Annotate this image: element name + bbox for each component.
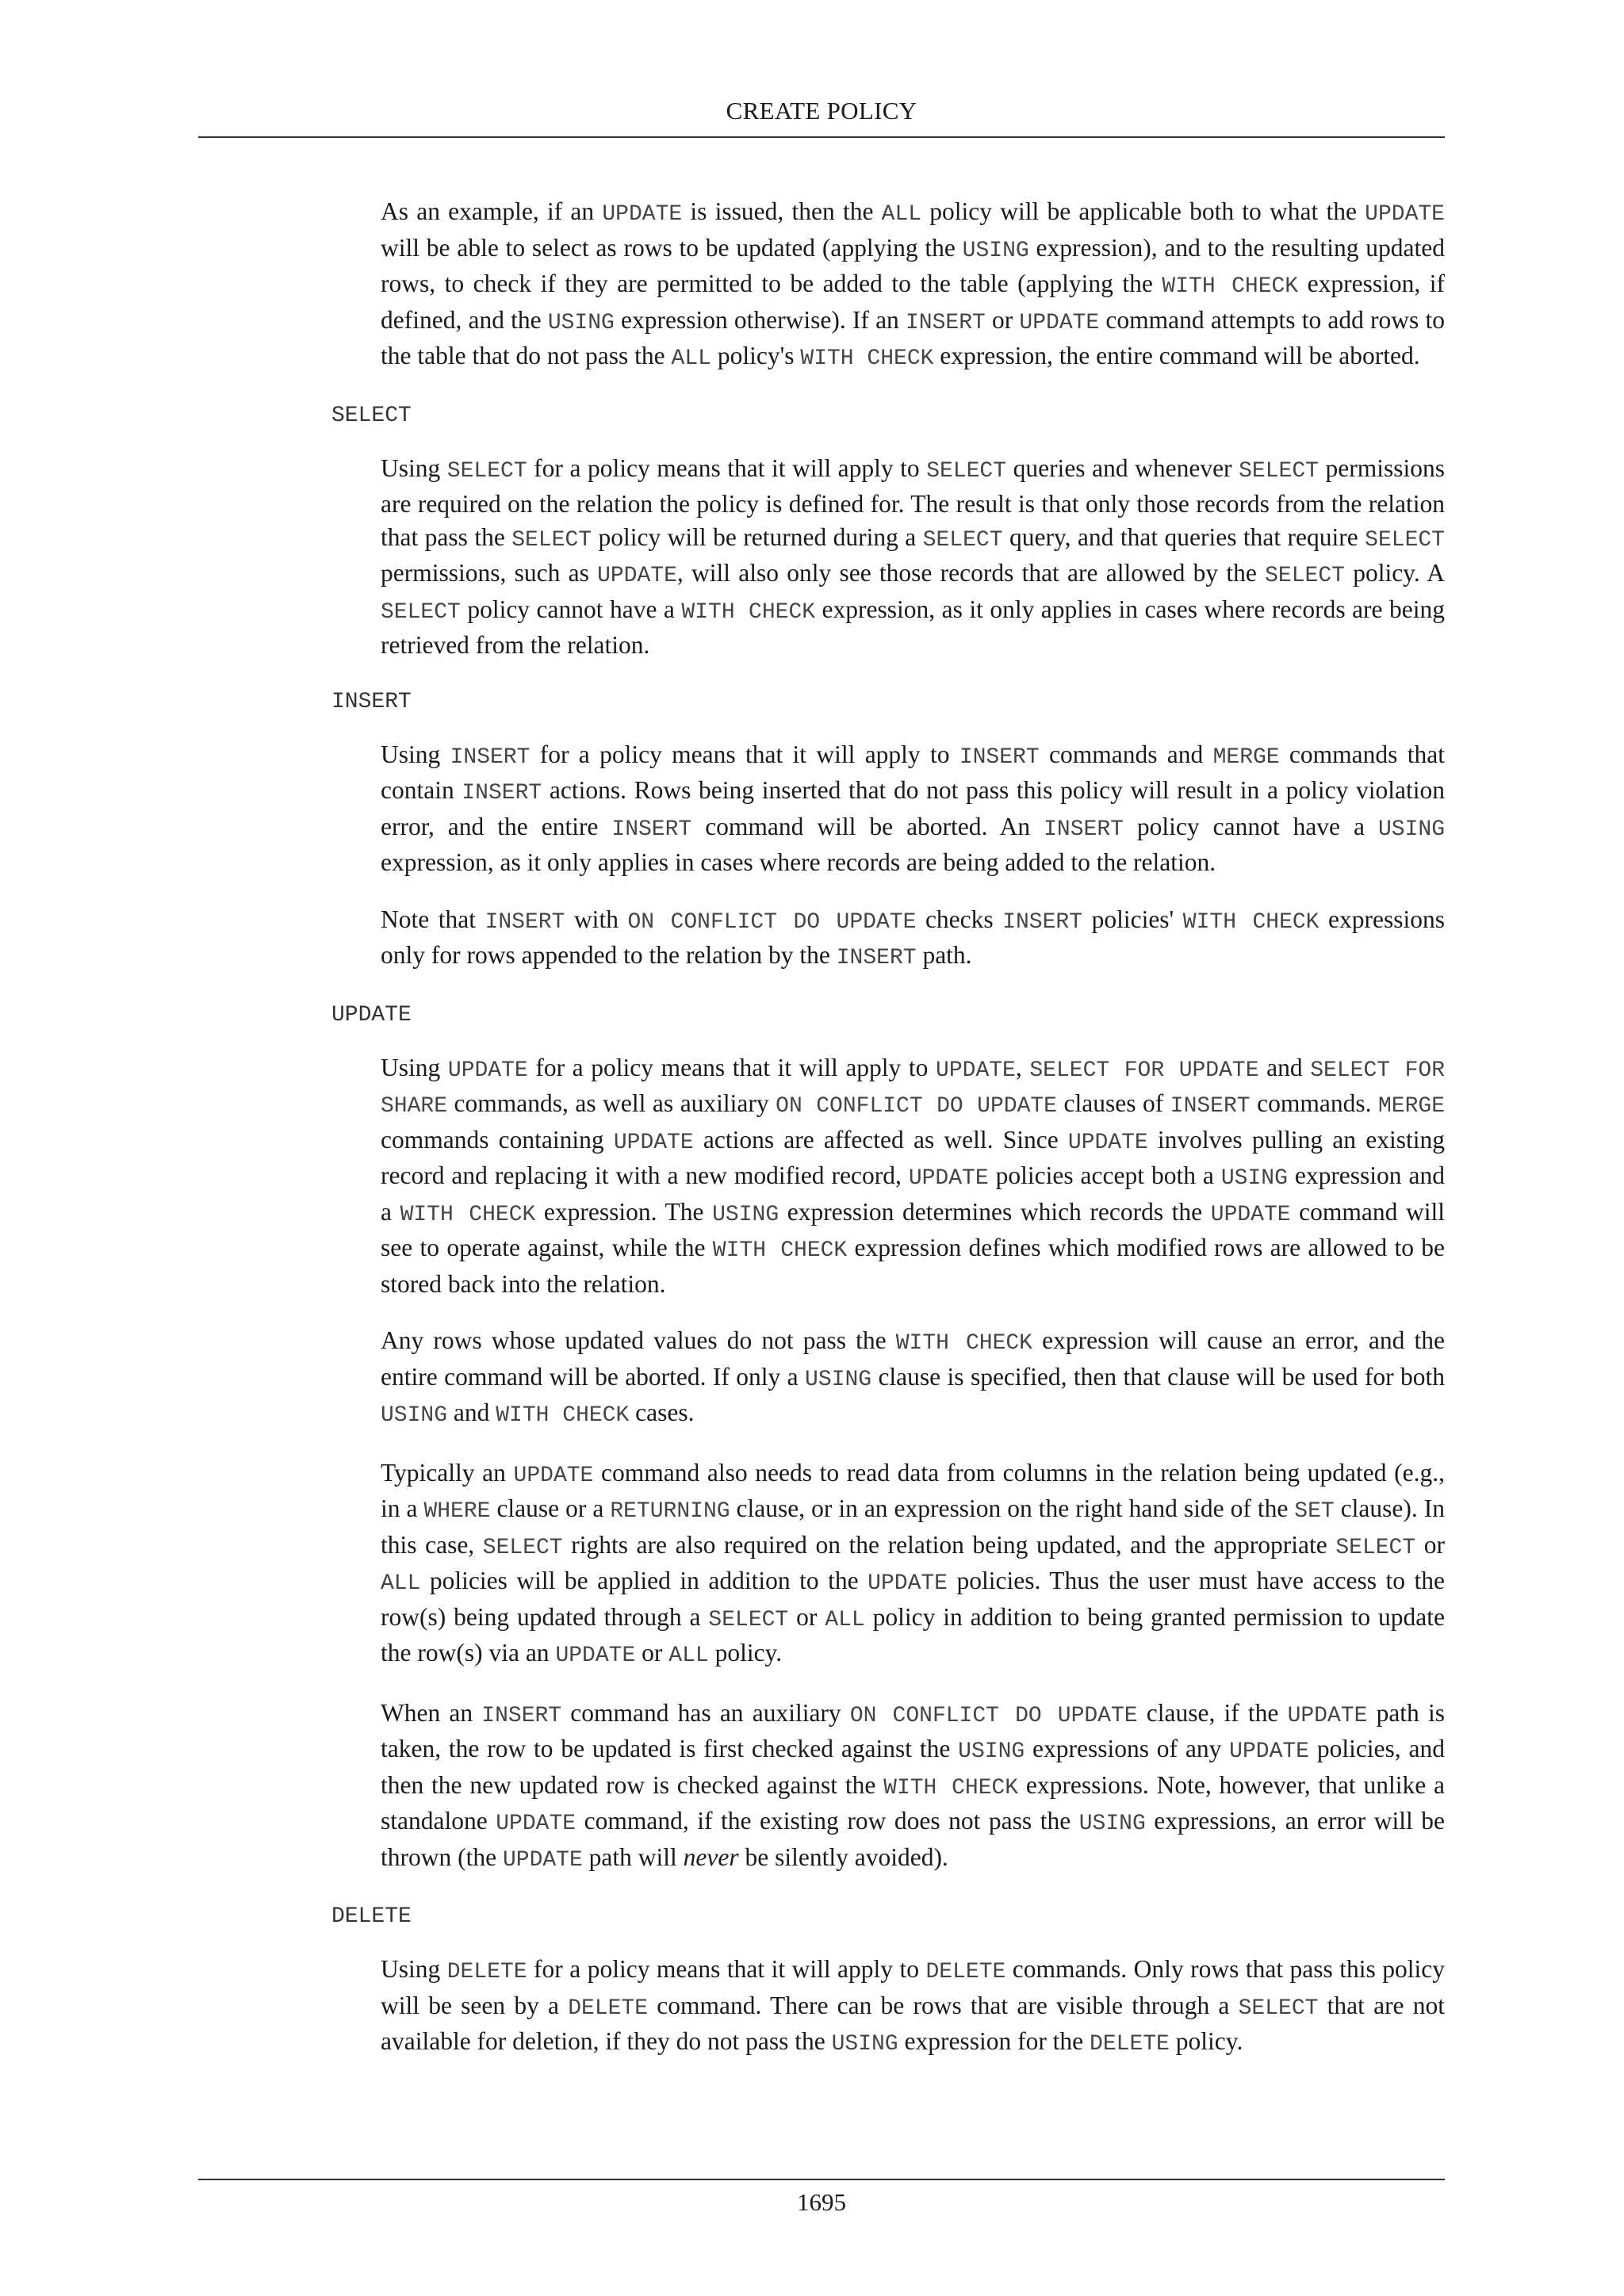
inline-code: USING <box>805 1367 872 1392</box>
inline-code: SELECT <box>1265 564 1345 588</box>
inline-code: USING <box>958 1739 1025 1764</box>
body-paragraph <box>381 1324 1445 1433</box>
text-run: and <box>1258 1053 1311 1081</box>
text-run: or <box>985 305 1020 334</box>
inline-code: MERGE <box>1378 1094 1446 1119</box>
text-run: expression defines which modified rows are allowed to be stored back into the relation. <box>381 1234 1445 1298</box>
inline-code: INSERT <box>836 946 917 970</box>
text-run: command. There can be rows that are visible through a <box>648 1991 1239 2019</box>
inline-code: UPDATE <box>1210 1202 1291 1227</box>
inline-code: WITH CHECK <box>681 599 816 625</box>
text-run: rights are also required on the relation being updated, and the appropriate <box>562 1530 1336 1559</box>
inline-code: WITH CHECK <box>895 1331 1032 1356</box>
inline-code: SELECT <box>1239 458 1319 484</box>
inline-code: SELECT <box>926 458 1007 484</box>
text-run: , will also only see those records that are allowed by the <box>676 559 1266 587</box>
text-run: command, if the existing row does not pass the <box>576 1807 1079 1835</box>
inline-code: UPDATE <box>447 1058 528 1083</box>
inline-code: SELECT FOR SHARE <box>381 1058 1446 1119</box>
definition-term: SELECT <box>331 403 412 428</box>
inline-code: USING <box>381 1403 448 1428</box>
text-run: Note that <box>381 905 485 933</box>
inline-code: WHERE <box>423 1499 491 1524</box>
inline-code: ALL <box>668 1644 709 1668</box>
text-run: path will <box>582 1843 684 1871</box>
text-run: commands. Only rows that pass this policy will be seen by a <box>381 1955 1445 2019</box>
text-run: clause, or in an expression on the right hand side of the <box>730 1494 1295 1522</box>
inline-code: UPDATE <box>1019 310 1100 335</box>
inline-code: SELECT <box>511 527 592 553</box>
text-run: policies will be applied in addition to the <box>420 1567 868 1594</box>
body-paragraph <box>381 1456 1445 1673</box>
text-run: expression), and to the resulting updated rows, to check if they are permitted to be added to the table (applying the <box>381 233 1445 297</box>
inline-code: ALL <box>825 1607 865 1632</box>
text-run: for a policy means that it will apply to <box>530 740 959 768</box>
inline-code: DELETE <box>568 1996 649 2021</box>
inline-code: WITH CHECK <box>1162 274 1299 299</box>
text-run: policy will be returned during a <box>592 522 923 551</box>
text-run: for a policy means that it will apply to <box>527 1955 926 1983</box>
text-run: policies' <box>1082 905 1183 933</box>
body-paragraph <box>381 1051 1445 1301</box>
inline-code: UPDATE <box>513 1463 594 1488</box>
text-run: path is taken, the row to be updated is first checked against the <box>381 1698 1445 1762</box>
text-run: command will be aborted. An <box>691 812 1044 840</box>
inline-code: UPDATE <box>502 1847 583 1873</box>
inline-code: RETURNING <box>610 1499 730 1524</box>
inline-code: USING <box>831 2032 898 2057</box>
text-run: permissions are required on the relation the policy is defined for. The result is that only those records from the relation that pass the <box>381 453 1445 551</box>
text-run: expression, as it only applies in cases where records are being retrieved from the relation. <box>381 595 1445 659</box>
text-run: Using <box>381 740 450 768</box>
inline-code: UPDATE <box>613 1130 694 1155</box>
inline-code: ALL <box>881 202 922 227</box>
inline-code: UPDATE <box>602 202 683 227</box>
text-run: policy. <box>708 1639 783 1667</box>
text-run: expressions. Note, however, that unlike a standalone <box>381 1770 1445 1835</box>
text-run: expression, as it only applies in cases where records are being added to the relation. <box>381 848 1216 876</box>
inline-code: WITH CHECK <box>1182 909 1320 935</box>
body-paragraph <box>381 903 1445 975</box>
text-run: with <box>565 905 628 933</box>
text-run: will be able to select as rows to be updated (applying the <box>381 233 963 262</box>
inline-code: SELECT <box>381 599 461 625</box>
text-run: permissions, such as <box>381 559 598 587</box>
running-head-title: CREATE POLICY <box>726 97 917 124</box>
inline-code: INSERT <box>450 744 530 770</box>
text-run: for a policy means that it will apply to <box>527 453 927 482</box>
body-paragraph <box>381 738 1445 879</box>
text-run: expression. The <box>535 1197 713 1226</box>
inline-code: UPDATE <box>908 1166 989 1191</box>
text-run: is issued, then the <box>682 197 882 225</box>
inline-code: WITH CHECK <box>496 1403 630 1428</box>
inline-code: USING <box>1377 817 1445 842</box>
body-paragraph <box>381 1697 1445 1877</box>
inline-code: WITH CHECK <box>712 1238 848 1263</box>
text-run: checks <box>916 905 1003 933</box>
inline-code: UPDATE <box>496 1812 576 1836</box>
definition-term: UPDATE <box>331 1002 412 1027</box>
inline-code: SELECT <box>446 458 527 484</box>
inline-code: UPDATE <box>1287 1703 1368 1728</box>
text-run: actions are affected as well. Since <box>693 1125 1068 1154</box>
page-number: 1695 <box>797 2188 846 2216</box>
header-rule <box>198 136 1445 138</box>
text-run: clause). In this case, <box>381 1494 1445 1559</box>
text-run: for a policy means that it will apply to <box>527 1053 936 1081</box>
text-run: policies. Thus the user must have access to the row(s) being updated through a <box>381 1567 1445 1631</box>
inline-code: INSERT <box>462 781 542 806</box>
body-paragraph <box>381 1953 1445 2061</box>
text-run: clause is specified, then that clause will be used for both <box>871 1362 1445 1391</box>
text-run: policy's <box>710 342 801 369</box>
inline-code: ON CONFLICT DO UPDATE <box>849 1703 1138 1728</box>
footer-rule <box>198 2179 1445 2180</box>
text-run: Using <box>381 453 447 482</box>
inline-code: SELECT <box>1365 527 1445 553</box>
inline-code: MERGE <box>1212 744 1280 770</box>
text-run: When an <box>381 1698 482 1727</box>
body-paragraph <box>381 195 1445 376</box>
text-run: or <box>635 1639 669 1667</box>
inline-code: SELECT <box>708 1607 789 1632</box>
text-run: commands containing <box>381 1125 614 1154</box>
inline-code: INSERT <box>1002 909 1083 935</box>
text-run: or <box>788 1602 825 1631</box>
inline-code: WITH CHECK <box>883 1775 1019 1800</box>
inline-code: WITH CHECK <box>800 346 934 371</box>
inline-code: ON CONFLICT DO UPDATE <box>776 1094 1057 1119</box>
definition-term: DELETE <box>331 1904 412 1929</box>
inline-code: UPDATE <box>1365 202 1445 227</box>
text-run: expression will cause an error, and the entire command will be aborted. If only a <box>381 1326 1446 1391</box>
text-run: policies accept both a <box>988 1161 1221 1189</box>
inline-code: SELECT FOR UPDATE <box>1029 1058 1259 1083</box>
text-run: be silently avoided). <box>738 1843 948 1871</box>
text-run: Using <box>381 1955 447 1983</box>
text-run: expression for the <box>898 2027 1090 2055</box>
inline-code: UPDATE <box>936 1058 1016 1083</box>
text-run: involves pulling an existing record and replacing it with a new modified record, <box>381 1125 1445 1189</box>
text-run: Typically an <box>381 1458 514 1487</box>
inline-code: USING <box>1220 1166 1288 1191</box>
inline-code: INSERT <box>1170 1094 1251 1119</box>
inline-code: ALL <box>671 346 711 371</box>
text-run: policy cannot have a <box>1123 812 1378 840</box>
text-run: expressions only for rows appended to the relation by the <box>381 905 1446 969</box>
text-run: expression and a <box>381 1161 1446 1226</box>
text-run: expression, the entire command will be aborted. <box>933 342 1420 369</box>
inline-code: INSERT <box>485 909 565 935</box>
text-run: policies, and then the new updated row is checked against the <box>381 1735 1445 1799</box>
text-run: expressions of any <box>1025 1735 1230 1762</box>
text-run: commands, as well as auxiliary <box>447 1089 776 1117</box>
inline-code: ON CONFLICT DO UPDATE <box>627 909 917 935</box>
text-run: policy cannot have a <box>460 595 682 623</box>
text-run: clauses of <box>1056 1089 1170 1117</box>
text-run: commands that contain <box>381 740 1445 804</box>
text-run: policy in addition to being granted permission to update the row(s) via an <box>381 1602 1445 1667</box>
inline-code: UPDATE <box>1229 1739 1309 1764</box>
inline-code: USING <box>712 1202 779 1227</box>
inline-code: INSERT <box>906 310 986 335</box>
text-run: command will see to operate against, while the <box>381 1197 1445 1261</box>
text-run: policy. <box>1169 2027 1243 2055</box>
text-run: that are not available for deletion, if they do not pass the <box>381 1991 1445 2055</box>
inline-code: INSERT <box>481 1703 562 1728</box>
text-run: expression determines which records the <box>779 1197 1211 1226</box>
text-run: or <box>1415 1530 1446 1559</box>
inline-code: INSERT <box>1044 817 1124 842</box>
text-run: command has an auxiliary <box>561 1698 850 1727</box>
inline-code: UPDATE <box>868 1571 948 1596</box>
inline-code: DELETE <box>446 1960 527 1984</box>
text-run: and <box>447 1399 496 1426</box>
body-paragraph <box>381 452 1445 662</box>
inline-code: UPDATE <box>597 564 677 588</box>
text-run: queries and whenever <box>1006 453 1239 482</box>
text-run: Any rows whose updated values do not pass the <box>381 1326 896 1354</box>
text-run: expression otherwise). If an <box>614 305 906 334</box>
text-run: command also needs to read data from columns in the relation being updated (e.g., in a <box>381 1458 1445 1522</box>
text-run: As an example, if an <box>381 197 603 225</box>
text-run: policy will be applicable both to what the <box>921 197 1365 225</box>
text-run: command attempts to add rows to the table that do not pass the <box>381 305 1445 369</box>
text-run: clause or a <box>490 1494 611 1522</box>
inline-code: SELECT <box>482 1535 563 1560</box>
inline-code: SELECT <box>1238 1996 1319 2021</box>
inline-code: UPDATE <box>555 1644 636 1668</box>
inline-code: USING <box>1078 1812 1146 1836</box>
inline-code: INSERT <box>611 817 692 842</box>
text-run: Using <box>381 1053 448 1081</box>
definition-term: INSERT <box>331 689 412 714</box>
inline-code: UPDATE <box>1067 1130 1148 1155</box>
text-run: commands and <box>1039 740 1213 768</box>
emphasis-text: never <box>683 1843 739 1871</box>
inline-code: SELECT <box>1335 1535 1416 1560</box>
text-run: policy. A <box>1344 559 1445 587</box>
text-run: expressions, an error will be thrown (the <box>381 1807 1445 1871</box>
text-run: cases. <box>629 1399 695 1426</box>
text-run: query, and that queries that require <box>1002 522 1365 551</box>
inline-code: WITH CHECK <box>400 1202 536 1227</box>
inline-code: ALL <box>381 1571 421 1596</box>
inline-code: DELETE <box>925 1960 1006 1984</box>
page-body <box>198 195 1445 2085</box>
text-run: clause, if the <box>1137 1698 1288 1727</box>
inline-code: INSERT <box>959 744 1040 770</box>
text-run: actions. Rows being inserted that do not pass this policy will result in a policy violation error, and the entire <box>381 776 1445 840</box>
inline-code: SELECT <box>922 527 1003 553</box>
inline-code: USING <box>547 310 615 335</box>
text-run: commands. <box>1250 1089 1378 1117</box>
text-run: , <box>1015 1053 1030 1081</box>
text-run: path. <box>916 941 972 969</box>
inline-code: SET <box>1294 1499 1335 1524</box>
inline-code: USING <box>962 238 1029 263</box>
inline-code: DELETE <box>1090 2032 1170 2057</box>
text-run: expression, if defined, and the <box>381 270 1445 334</box>
